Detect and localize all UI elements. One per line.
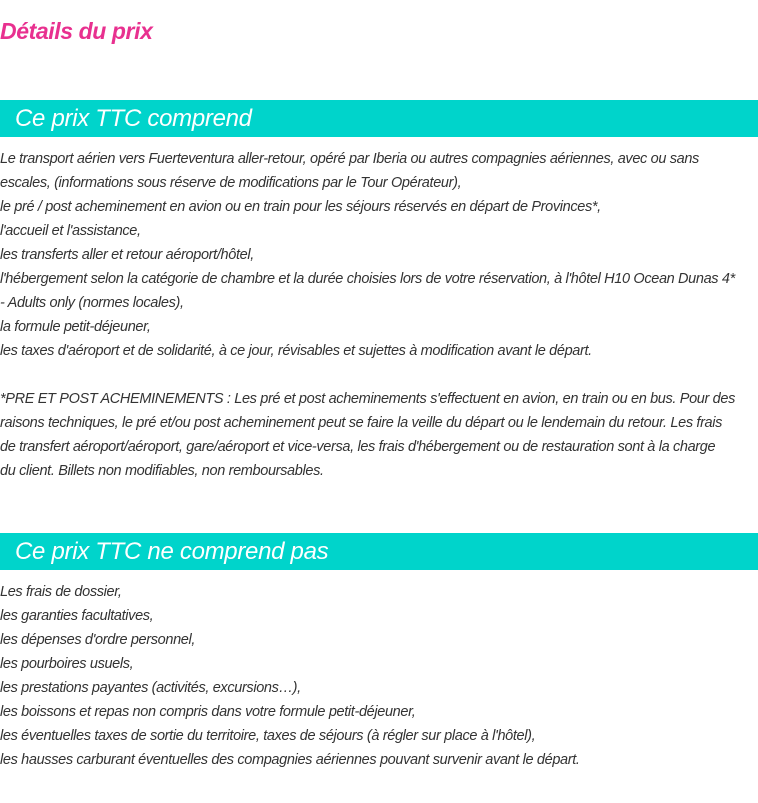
list-item: les boissons et repas non compris dans votre formule petit-déjeuner, — [0, 704, 416, 720]
list-item: les pourboires usuels, — [0, 656, 134, 672]
list-item: - Adults only (normes locales), — [0, 295, 184, 311]
list-item: la formule petit-déjeuner, — [0, 319, 151, 335]
list-item: les transferts aller et retour aéroport/hôtel, — [0, 247, 254, 263]
list-item: escales, (informations sous réserve de modifications par le Tour Opérateur), — [0, 175, 462, 191]
note-line: du client. Billets non modifiables, non remboursables. — [0, 463, 324, 479]
list-item: les éventuelles taxes de sortie du territoire, taxes de séjours (à régler sur place à l'hôtel), — [0, 728, 536, 744]
excludes-heading: Ce prix TTC ne comprend pas — [0, 533, 758, 570]
list-item: les taxes d'aéroport et de solidarité, à ce jour, révisables et sujettes à modification avant le départ. — [0, 343, 592, 359]
includes-heading: Ce prix TTC comprend — [0, 100, 758, 137]
list-item: le pré / post acheminement en avion ou en train pour les séjours réservés en départ de Provinces*, — [0, 199, 601, 215]
list-item: les prestations payantes (activités, excursions…), — [0, 680, 301, 696]
list-item: Le transport aérien vers Fuerteventura aller-retour, opéré par Iberia ou autres compagnies aériennes, avec ou sans — [0, 151, 699, 167]
page-title: Détails du prix — [0, 18, 153, 44]
list-item: l'hébergement selon la catégorie de chambre et la durée choisies lors de votre réservation, à l'hôtel H10 Ocean Dunas 4* — [0, 271, 735, 287]
note-line: raisons techniques, le pré et/ou post acheminement peut se faire la veille du départ ou le lendemain du retour. Les frais — [0, 415, 723, 431]
list-item: les garanties facultatives, — [0, 608, 154, 624]
list-item: l'accueil et l'assistance, — [0, 223, 141, 239]
note-line: de transfert aéroport/aéroport, gare/aéroport et vice-versa, les frais d'hébergement ou de restauration sont à la charge — [0, 439, 716, 455]
transfer-note — [0, 387, 758, 483]
list-item: les dépenses d'ordre personnel, — [0, 632, 196, 648]
list-item: les hausses carburant éventuelles des compagnies aériennes pouvant survenir avant le départ. — [0, 752, 580, 768]
list-item: Les frais de dossier, — [0, 584, 122, 600]
excludes-list — [0, 580, 758, 772]
includes-list — [0, 147, 758, 363]
note-line: *PRE ET POST ACHEMINEMENTS : Les pré et post acheminements s'effectuent en avion, en train ou en bus. Pour des — [0, 391, 736, 407]
